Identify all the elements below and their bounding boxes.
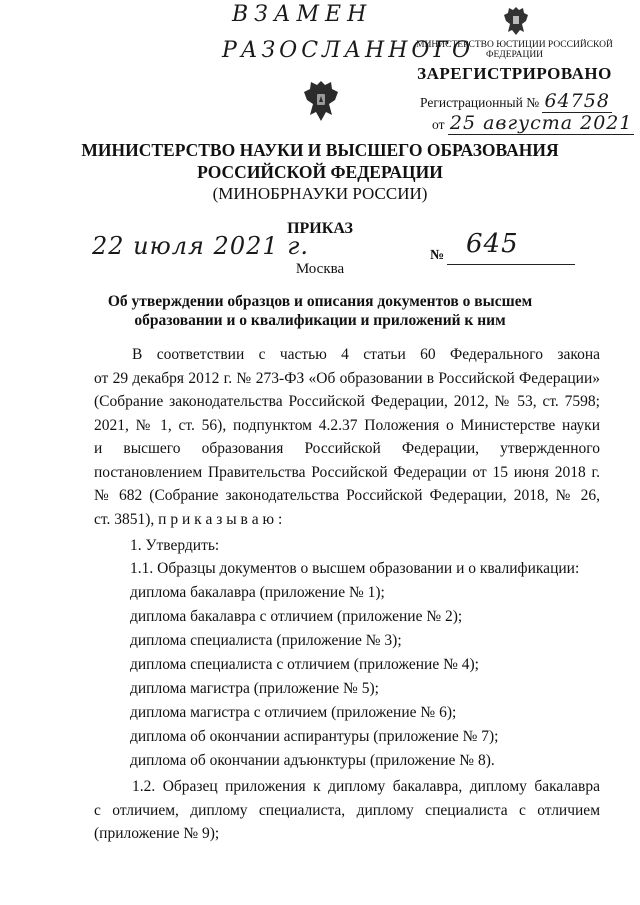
preamble-line: ст. 3851), п р и к а з ы в а ю : xyxy=(94,510,283,528)
registration-date-row xyxy=(432,112,634,134)
diploma-item: диплома бакалавра с отличием (приложение № 2); xyxy=(130,608,463,625)
registration-ministry: МИНИСТЕРСТВО ЮСТИЦИИ РОССИЙСКОЙ ФЕДЕРАЦИИ xyxy=(416,40,613,60)
ministry-name-line1: МИНИСТЕРСТВО НАУКИ И ВЫСШЕГО ОБРАЗОВАНИЯ xyxy=(81,140,559,160)
registration-stamp xyxy=(412,0,633,134)
preamble-line: постановлением Правительства Российской Федерации от 15 июня 2018 г. xyxy=(94,463,600,481)
item-1-2-line: 1.2. Образец приложения к диплому бакалавра, диплому бакалавра xyxy=(132,778,600,795)
preamble-line: 2021, № 1, ст. 56), подпунктом 4.2.37 Положения о Министерстве науки xyxy=(94,416,600,434)
preamble-line: от 29 декабря 2012 г. № 273-ФЗ «Об образовании в Российской Федерации» xyxy=(94,369,600,387)
item-1-2-line: (приложение № 9); xyxy=(94,825,220,842)
preamble-paragraph xyxy=(94,343,600,531)
order-number-label: № xyxy=(430,248,445,263)
stamp-replacement-line2: РАЗОСЛАННОГО xyxy=(222,38,475,63)
registration-number: 64758 xyxy=(544,90,610,112)
document-type: ПРИКАЗ xyxy=(287,220,353,237)
preamble-line: В соответствии с частью 4 статьи 60 Федерального закона xyxy=(132,346,600,363)
ministry-name-line2: РОССИЙСКОЙ ФЕДЕРАЦИИ xyxy=(197,162,443,182)
city: Москва xyxy=(295,261,345,277)
registration-status: ЗАРЕГИСТРИРОВАНО xyxy=(417,64,612,83)
item-1-2-paragraph xyxy=(94,775,600,846)
coat-of-arms-icon xyxy=(302,77,340,132)
item-1-2-line: с отличием, диплому специалиста, диплому специалиста с отличием xyxy=(94,801,600,819)
diploma-item: диплома бакалавра (приложение № 1); xyxy=(130,584,385,601)
registration-date: 25 августа 2021 xyxy=(449,112,633,134)
preamble-line: (Собрание законодательства Российской Федерации, 2012, № 53, ст. 7598; xyxy=(94,393,600,410)
registration-date-prefix: от xyxy=(432,117,445,132)
registration-number-label: Регистрационный № xyxy=(420,95,540,110)
diploma-item: диплома специалиста (приложение № 3); xyxy=(130,632,402,649)
diploma-item: диплома специалиста с отличием (приложение № 4); xyxy=(130,656,479,673)
diploma-item: диплома об окончании адъюнктуры (приложение № 8). xyxy=(130,752,495,769)
ministry-short-name: (МИНОБРНАУКИ РОССИИ) xyxy=(212,184,428,203)
order-date: 22 июля 2021 г. xyxy=(92,232,310,260)
item-1: 1. Утвердить: xyxy=(130,537,220,554)
order-number: 645 xyxy=(466,229,519,259)
registration-number-row xyxy=(420,90,612,112)
preamble-line: № 682 (Собрание законодательства Российской Федерации, 2018, № 26, xyxy=(94,487,600,504)
diploma-item: диплома магистра с отличием (приложение № 6); xyxy=(130,704,457,721)
diploma-item: диплома об окончании аспирантуры (приложение № 7); xyxy=(130,728,499,745)
order-subject-line2: образовании и о квалификации и приложений к ним xyxy=(134,312,506,329)
preamble-line: и высшего образования Российской Федерации, утвержденного xyxy=(94,440,600,457)
diploma-item: диплома магистра (приложение № 5); xyxy=(130,680,379,697)
item-1-1: 1.1. Образцы документов о высшем образовании и о квалификации: xyxy=(130,560,580,577)
stamp-replacement-line1: ВЗАМЕН xyxy=(232,2,373,27)
order-subject-line1: Об утверждении образцов и описания документов о высшем xyxy=(107,293,533,310)
eagle-emblem-icon xyxy=(502,4,530,43)
